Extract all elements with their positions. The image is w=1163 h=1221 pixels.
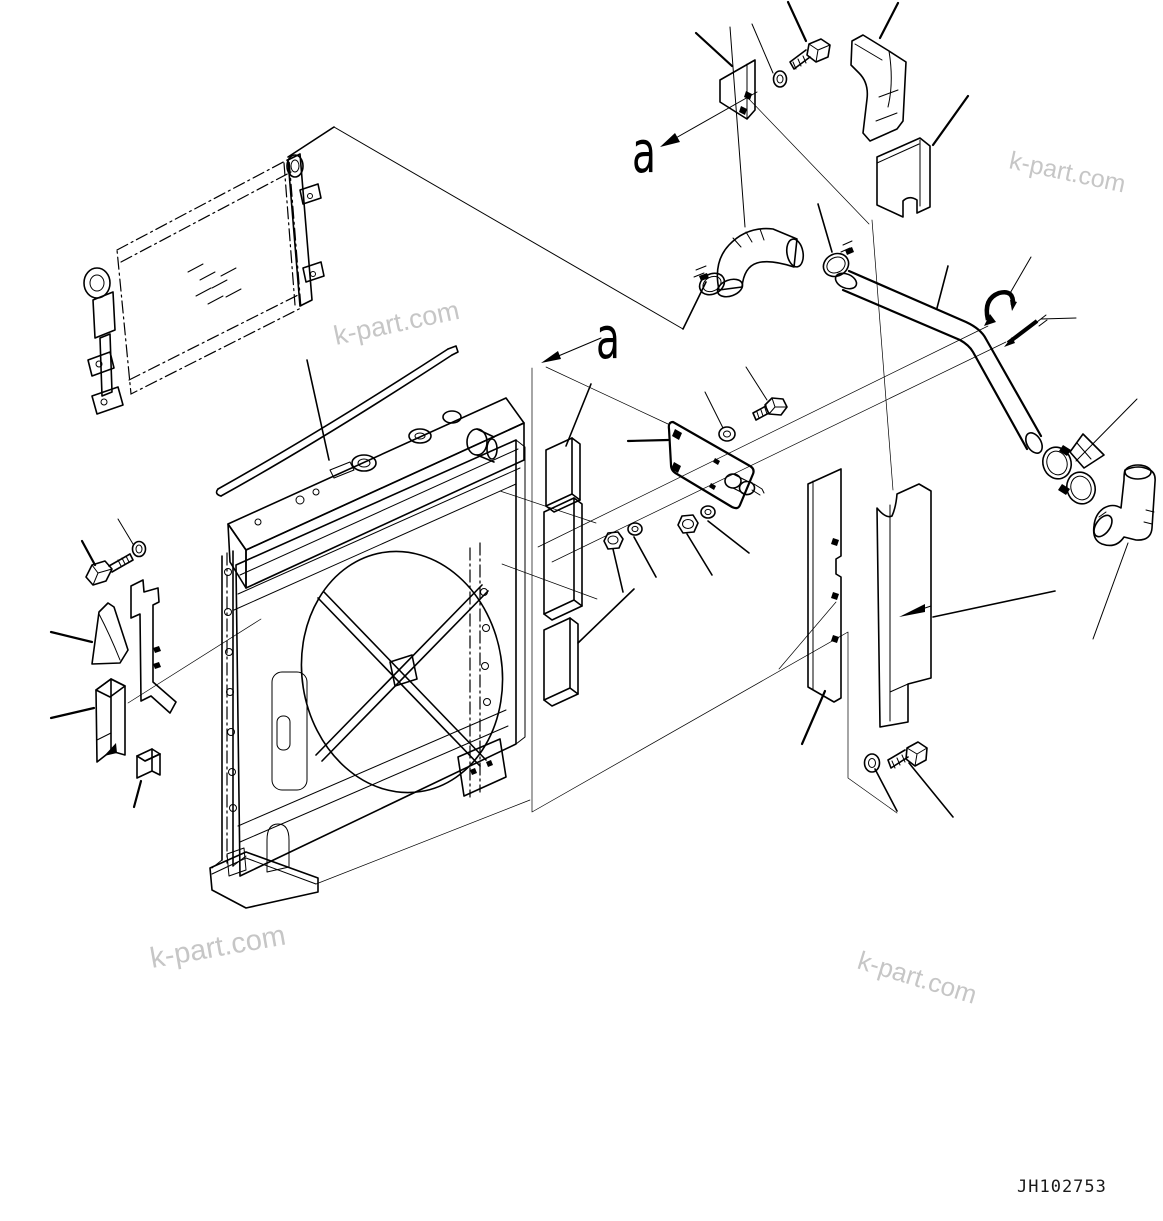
air-duct: [851, 35, 906, 141]
hose-clamp-d: [1058, 468, 1099, 507]
spring-clip: [984, 292, 1017, 326]
bolt-bottom-right: [888, 742, 927, 768]
mounting-plate-group: [604, 398, 787, 549]
view-arrow-top: [660, 92, 757, 147]
sponge-wedge: [92, 603, 128, 664]
watermark-top-right: k-part.com: [1006, 146, 1129, 199]
drawing-number: JH102753: [1017, 1177, 1107, 1197]
washer-top: [774, 71, 787, 87]
radiator-assembly: [210, 398, 525, 908]
bolt-plate: [753, 398, 787, 420]
top-hardware: [720, 35, 930, 217]
elbow-hose-lower: [1090, 465, 1155, 545]
aftercooler-unit: [84, 154, 324, 414]
left-hardware: [86, 542, 176, 779]
watermark-bottom-left: k-part.com: [147, 919, 289, 975]
watermark-mid-left: k-part.com: [331, 295, 462, 351]
mounting-plate: [669, 422, 764, 508]
washer-bottom-right: [865, 754, 880, 772]
duct-cover: [877, 138, 930, 217]
view-arrow-middle: [541, 338, 601, 363]
elbow-hose-upper: [694, 229, 854, 300]
leader-lines: [51, 2, 1137, 884]
bolt-top: [790, 39, 830, 69]
mounting-pad-3: [544, 618, 578, 706]
watermarks: [148, 146, 1128, 1009]
nut-1: [604, 532, 623, 549]
bolt-left: [86, 554, 133, 585]
cover-sheet: [808, 469, 841, 702]
mounting-pad-1: [546, 438, 580, 512]
cover-plate-3d: [877, 484, 931, 727]
frame-bolts-left: [225, 569, 237, 812]
lock-pin: [1004, 315, 1047, 347]
washer-1: [628, 523, 642, 535]
cover-plates-right: [808, 469, 931, 772]
radiator-base: [210, 852, 318, 908]
core-hatch: [188, 264, 241, 304]
view-label-a-top: a: [632, 118, 656, 186]
fan-cross-brace: [316, 585, 488, 766]
seal-strip: [217, 346, 458, 496]
washer-2: [701, 506, 715, 518]
orientation-arrow: [899, 604, 925, 617]
nut-2: [678, 515, 698, 533]
radiator-top-tank: [228, 398, 524, 610]
watermark-bottom-right: k-part.com: [854, 945, 981, 1010]
bracket-left: [131, 580, 176, 713]
clamp-bracket-plate: [1070, 434, 1104, 468]
mounting-pads: [544, 438, 582, 706]
view-label-a-middle: a: [596, 304, 620, 372]
section-boundary-line: [532, 368, 897, 813]
clamp-pair-group: [1039, 434, 1104, 508]
washer-left: [133, 542, 146, 557]
sponge-cube: [137, 749, 160, 778]
washer-plate: [719, 427, 735, 441]
sponge-block: [96, 679, 125, 762]
